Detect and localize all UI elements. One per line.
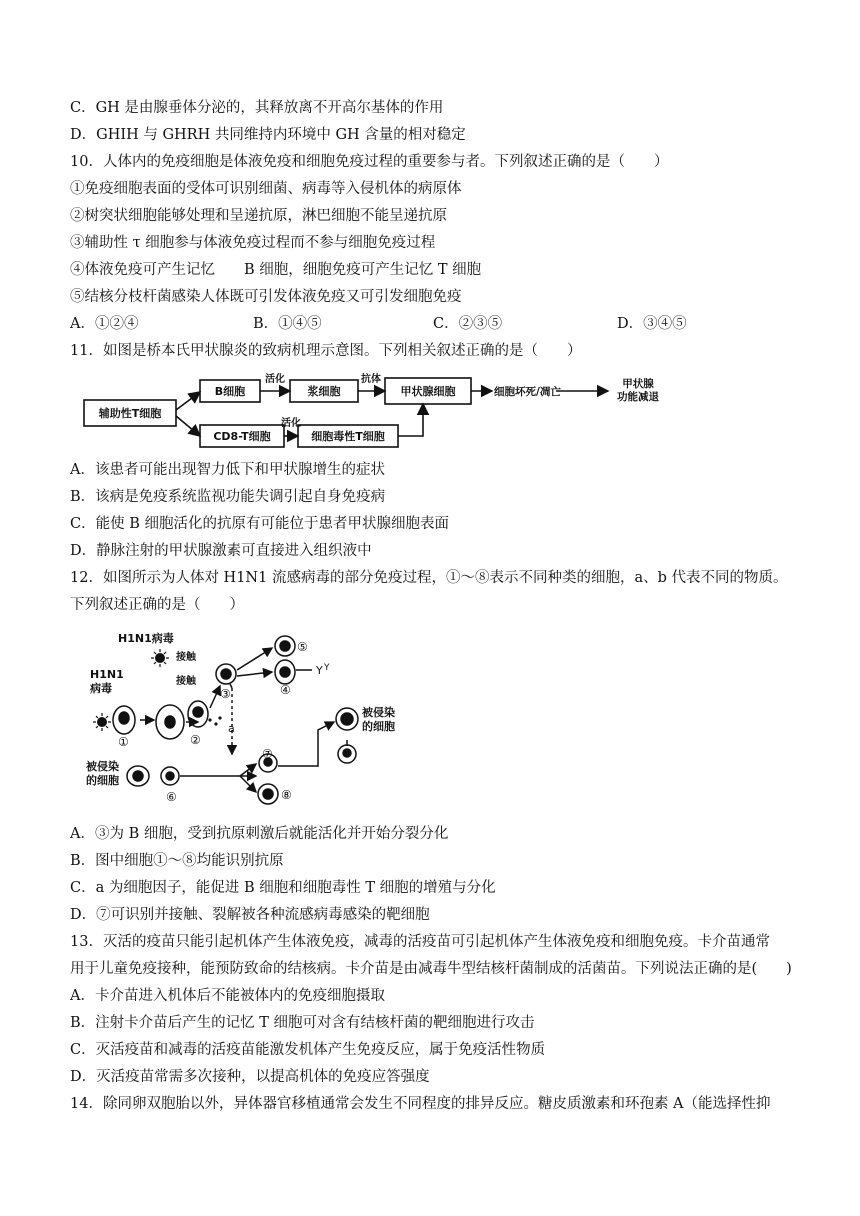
- q13-option-d: D．灭活疫苗常需多次接种，以提高机体的免疫应答强度: [70, 1069, 430, 1085]
- node-b-cell: B细胞: [214, 385, 246, 398]
- q10-statement-1: ①免疫细胞表面的受体可识别细菌、病毒等入侵机体的病原体: [70, 181, 462, 197]
- label-infected-cell-left-1: 被侵染: [86, 760, 119, 773]
- node-cytotoxic-t: 细胞毒性T细胞: [311, 430, 385, 443]
- label-infected-cell-right-1: 被侵染: [362, 706, 395, 719]
- node-helper-t: 辅助性T细胞: [98, 407, 162, 420]
- q10-statement-4: ④体液免疫可产生记忆 B 细胞，细胞免疫可产生记忆 T 细胞: [70, 262, 482, 278]
- q9-option-c: C．GH 是由腺垂体分泌的，其释放离不开高尔基体的作用: [70, 100, 444, 116]
- q12-stem-line-1: 12．如图所示为人体对 H1N1 流感病毒的部分免疫过程，①～⑧表示不同种类的细胞，a、b 代表不同的物质。: [70, 570, 788, 586]
- cell-number-1: ①: [118, 735, 129, 749]
- label-contact-2: 接触: [176, 676, 196, 687]
- h1n1-immune-process-diagram: [80, 626, 420, 812]
- q13-stem-line-2: 用于儿童免疫接种，能预防致命的结核病。卡介苗是由减毒牛型结核杆菌制成的活菌苗。下列说法正确的是( ): [70, 961, 792, 977]
- cell-number-6: ⑥: [166, 790, 177, 804]
- label-activate-2: 活化: [281, 418, 301, 429]
- label-antibody-y-2: Y: [324, 663, 330, 673]
- q10-statement-2: ②树突状细胞能够处理和呈递抗原，淋巴细胞不能呈递抗原: [70, 208, 447, 224]
- label-hypothyroid-2: 功能减退: [617, 391, 659, 403]
- q12-option-a: A．③为 B 细胞，受到抗原刺激后就能活化并开始分裂分化: [70, 826, 449, 842]
- label-substance-a: a: [228, 722, 235, 735]
- label-hypothyroid-1: 甲状腺: [622, 378, 654, 390]
- q10-stem: 10．人体内的免疫细胞是体液免疫和细胞免疫过程的重要参与者。下列叙述正确的是（ ）: [70, 154, 669, 170]
- q10-option-b: B．①④⑤: [253, 316, 322, 332]
- q11-option-b: B．该病是免疫系统监视功能失调引起自身免疫病: [70, 489, 386, 505]
- q12-option-c: C．a 为细胞因子，能促进 B 细胞和细胞毒性 T 细胞的增殖与分化: [70, 880, 496, 896]
- q10-statement-3: ③辅助性 τ 细胞参与体液免疫过程而不参与细胞免疫过程: [70, 235, 436, 251]
- label-infected-cell-left-2: 的细胞: [86, 774, 119, 787]
- q10-statement-5: ⑤结核分枝杆菌感染人体既可引发体液免疫又可引发细胞免疫: [70, 289, 462, 305]
- hashimoto-mechanism-diagram: [78, 370, 678, 452]
- cell-number-7: ⑦: [262, 747, 273, 761]
- label-h1n1-virus-top: H1N1病毒: [118, 632, 174, 645]
- label-antibody-y: Y: [316, 664, 323, 677]
- label-contact-1: 接触: [176, 652, 196, 663]
- node-thyroid-cell: 甲状腺细胞: [400, 385, 456, 398]
- q14-stem-line-1: 14．除同卵双胞胎以外，异体器官移植通常会发生不同程度的排异反应。糖皮质激素和环孢素 A（能选择性抑: [70, 1096, 771, 1112]
- label-cell-death: 细胞坏死/凋亡: [494, 386, 561, 398]
- cell-number-8: ⑧: [281, 788, 292, 802]
- label-h1n1: H1N1: [90, 668, 124, 681]
- q13-option-b: B．注射卡介苗后产生的记忆 T 细胞可对含有结核杆菌的靶细胞进行攻击: [70, 1015, 535, 1031]
- node-plasma-cell: 浆细胞: [307, 385, 341, 398]
- q11-option-d: D．静脉注射的甲状腺激素可直接进入组织液中: [70, 543, 372, 559]
- cell-number-5: ⑤: [297, 640, 308, 654]
- q12-option-d: D．⑦可识别并接触、裂解被各种流感病毒感染的靶细胞: [70, 907, 430, 923]
- cell-number-4: ④: [280, 683, 291, 697]
- q11-option-c: C．能使 B 细胞活化的抗原有可能位于患者甲状腺细胞表面: [70, 516, 449, 532]
- q10-option-a: A．①②④: [70, 316, 139, 332]
- q9-option-d: D．GHIH 与 GHRH 共同维持内环境中 GH 含量的相对稳定: [70, 127, 466, 143]
- q10-option-c: C．②③⑤: [433, 316, 503, 332]
- q13-option-a: A．卡介苗进入机体后不能被体内的免疫细胞摄取: [70, 988, 385, 1004]
- label-infected-cell-right-2: 的细胞: [362, 720, 395, 733]
- q13-stem-line-1: 13．灭活的疫苗只能引起机体产生体液免疫，减毒的活疫苗可引起机体产生体液免疫和细胞免疫。卡介苗通常: [70, 934, 770, 950]
- cell-number-2: ②: [190, 733, 201, 747]
- label-activate-1: 活化: [265, 374, 285, 385]
- q12-stem-line-2: 下列叙述正确的是（ ）: [70, 597, 244, 613]
- cell-number-3: ③: [220, 687, 231, 701]
- node-cd8-t: CD8-T细胞: [213, 430, 271, 443]
- cytokine-dots: [208, 716, 221, 725]
- q11-option-a: A．该患者可能出现智力低下和甲状腺增生的症状: [70, 462, 385, 478]
- label-antibody: 抗体: [361, 374, 381, 385]
- q13-option-c: C．灭活疫苗和减毒的活疫苗能激发机体产生免疫反应，属于免疫活性物质: [70, 1042, 546, 1058]
- q10-option-d: D．③④⑤: [617, 316, 687, 332]
- q11-stem: 11．如图是桥本氏甲状腺炎的致病机理示意图。下列相关叙述正确的是（ ）: [70, 343, 582, 359]
- q12-option-b: B．图中细胞①～⑧均能识别抗原: [70, 853, 284, 869]
- label-bingdu: 病毒: [90, 682, 112, 695]
